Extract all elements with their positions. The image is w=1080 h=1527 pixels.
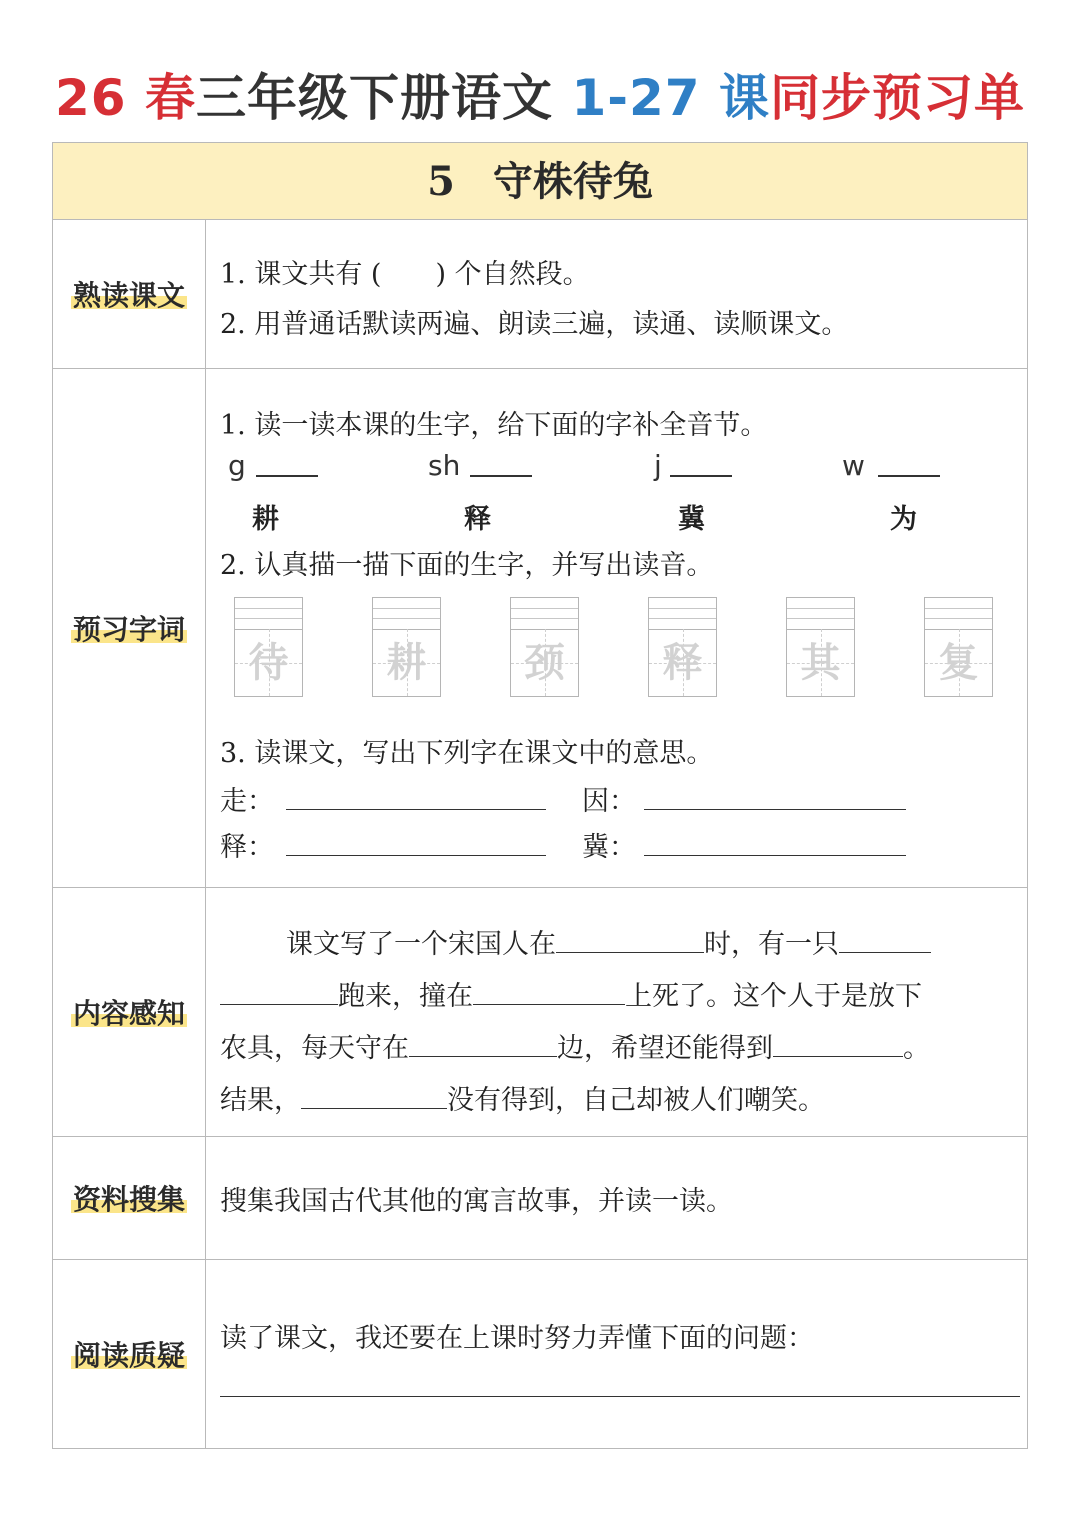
- row-collect: [53, 1137, 1027, 1260]
- answer-line[interactable]: [220, 1396, 1020, 1397]
- pinyin-blank[interactable]: [878, 475, 940, 477]
- content-line-4: [220, 1078, 825, 1117]
- trace-char: 其: [800, 639, 841, 686]
- pinyin-char: 耕: [252, 504, 279, 535]
- trace-box[interactable]: [510, 597, 579, 697]
- label-cell: [53, 220, 206, 368]
- meaning-label: 因：: [582, 786, 636, 817]
- section-label-question: 阅读质疑: [71, 1334, 187, 1374]
- meaning-label: 走：: [220, 786, 274, 817]
- row-content: [53, 888, 1027, 1137]
- pinyin-initial: j: [654, 449, 662, 482]
- fill-blank[interactable]: [839, 928, 931, 953]
- label-cell: [53, 1260, 206, 1448]
- content-question: [206, 1260, 1027, 1448]
- content-text: 结果，: [220, 1085, 301, 1116]
- pinyin-char: 释: [464, 504, 491, 535]
- title-part-1: 26 春: [55, 69, 197, 127]
- content-text: 农具，每天守在: [220, 1033, 409, 1064]
- pinyin-initial: g: [228, 449, 246, 482]
- read-q1: 1. 课文共有 ( ) 个自然段。: [220, 259, 590, 290]
- label-cell: [53, 369, 206, 887]
- section-label-read: 熟读课文: [71, 274, 187, 314]
- meaning-label: 冀：: [582, 832, 636, 863]
- pinyin-blank[interactable]: [256, 475, 318, 477]
- meaning-blank[interactable]: [286, 809, 546, 810]
- pinyin-blank[interactable]: [470, 475, 532, 477]
- content-line-2: [220, 974, 922, 1013]
- content-collect: [206, 1137, 1027, 1259]
- title-part-3: 1-27 课: [571, 69, 770, 127]
- section-label-collect: 资料搜集: [71, 1178, 187, 1218]
- words-q3: 3. 读课文，写出下列字在课文中的意思。: [220, 738, 714, 769]
- collect-text: 搜集我国古代其他的寓言故事，并读一读。: [220, 1186, 733, 1217]
- trace-char: 耕: [386, 639, 427, 686]
- pinyin-initial: w: [842, 449, 865, 482]
- meaning-blank[interactable]: [644, 855, 906, 856]
- trace-box[interactable]: [786, 597, 855, 697]
- lesson-number: 5: [427, 158, 455, 205]
- content-line-1: [286, 922, 931, 961]
- words-q1: 1. 读一读本课的生字，给下面的字补全音节。: [220, 410, 768, 441]
- trace-char: 复: [938, 639, 979, 686]
- row-question: [53, 1260, 1027, 1448]
- title-part-4: 同步预习单: [769, 69, 1025, 127]
- trace-box[interactable]: [372, 597, 441, 697]
- lesson-title: 守株待兔: [492, 158, 653, 205]
- question-text: 读了课文，我还要在上课时努力弄懂下面的问题：: [220, 1323, 814, 1354]
- pinyin-char: 为: [890, 504, 917, 535]
- trace-box[interactable]: [234, 597, 303, 697]
- content-text: 边，希望还能得到: [557, 1033, 773, 1064]
- content-text: 没有得到，自己却被人们嘲笑。: [447, 1085, 825, 1116]
- title-part-2: 三年级下册语文: [196, 69, 554, 127]
- content-text: 课文写了一个宋国人在: [286, 929, 556, 960]
- meaning-label: 释：: [220, 832, 274, 863]
- fill-blank[interactable]: [220, 980, 338, 1005]
- fill-blank[interactable]: [556, 928, 704, 953]
- lesson-header: [53, 143, 1027, 220]
- content-text: 上死了。这个人于是放下: [625, 981, 922, 1012]
- section-label-content: 内容感知: [71, 992, 187, 1032]
- page-title: [0, 58, 1080, 130]
- label-cell: [53, 1137, 206, 1259]
- label-cell: [53, 888, 206, 1136]
- words-q2: 2. 认真描一描下面的生字，并写出读音。: [220, 550, 714, 581]
- fill-blank[interactable]: [409, 1032, 557, 1057]
- worksheet-table: [52, 142, 1028, 1449]
- read-q2: 2. 用普通话默读两遍、朗读三遍，读通、读顺课文。: [220, 309, 849, 340]
- fill-blank[interactable]: [301, 1084, 447, 1109]
- trace-char: 释: [662, 639, 703, 686]
- content-read: [206, 220, 1027, 368]
- pinyin-blank[interactable]: [670, 475, 732, 477]
- fill-blank[interactable]: [773, 1032, 903, 1057]
- meaning-blank[interactable]: [644, 809, 906, 810]
- content-words: [206, 369, 1027, 887]
- section-label-words: 预习字词: [71, 608, 187, 648]
- content-text: 。: [903, 1033, 930, 1064]
- content-comprehension: [206, 888, 1027, 1136]
- trace-char: 颈: [524, 639, 565, 686]
- trace-box[interactable]: [924, 597, 993, 697]
- trace-char: 待: [248, 639, 289, 686]
- pinyin-initial: sh: [428, 449, 461, 482]
- pinyin-char: 冀: [678, 504, 705, 535]
- content-line-3: [220, 1026, 930, 1065]
- trace-box[interactable]: [648, 597, 717, 697]
- content-text: 时，有一只: [704, 929, 839, 960]
- meaning-blank[interactable]: [286, 855, 546, 856]
- fill-blank[interactable]: [473, 980, 625, 1005]
- row-words: [53, 369, 1027, 888]
- content-text: 跑来，撞在: [338, 981, 473, 1012]
- row-read: [53, 220, 1027, 369]
